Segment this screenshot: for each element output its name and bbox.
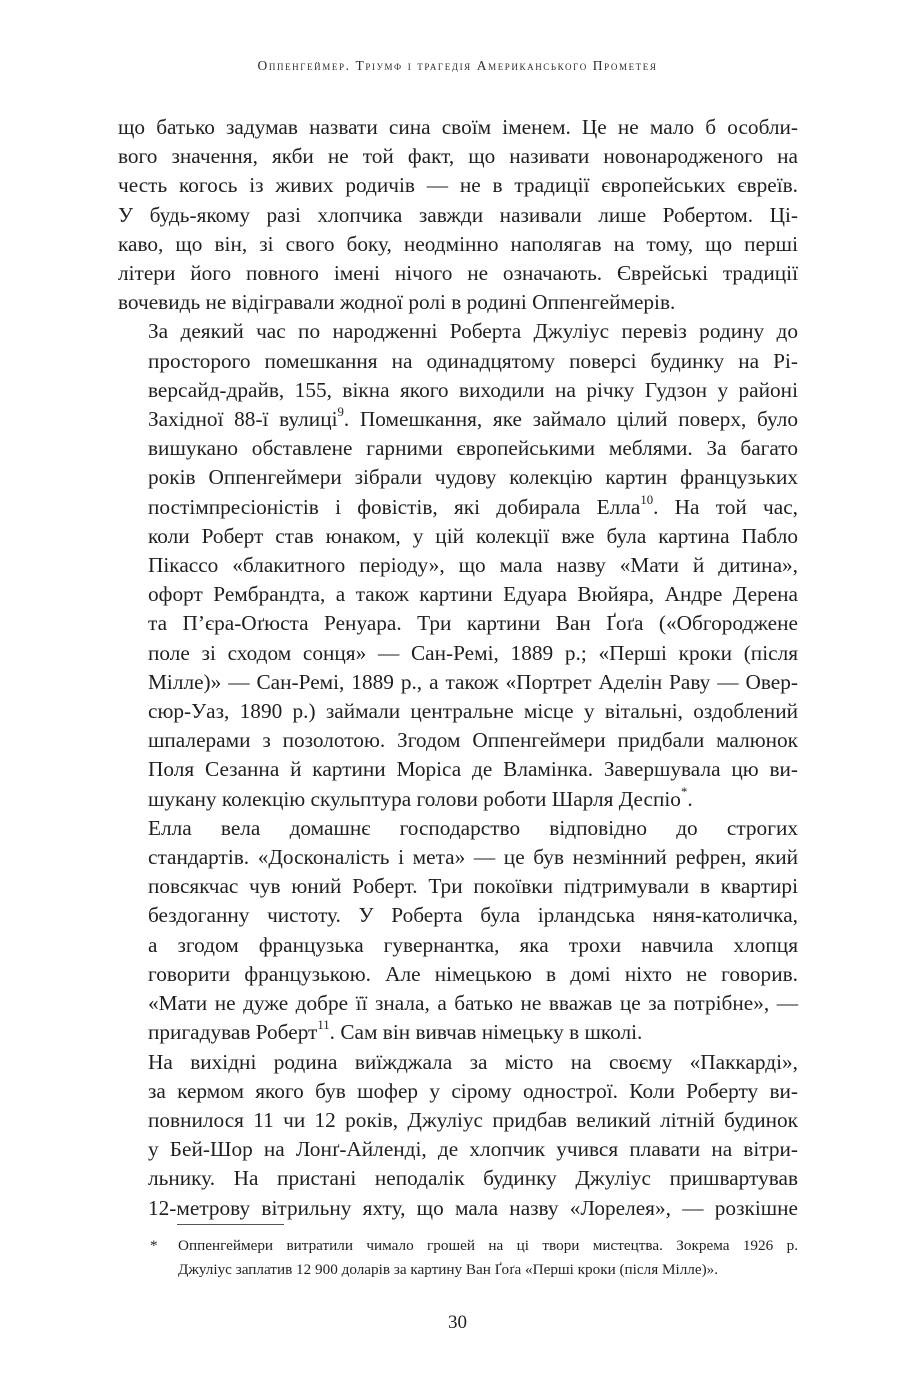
text-line: На вихідні родина виїжджала за місто на своєму «Паккарді»,	[148, 1049, 798, 1074]
footnote-line: Оппенгеймери витратили чимало грошей на ці твори мистецтва. Зокрема 1926 р.	[178, 1237, 798, 1254]
text-line: що батько задумав назвати сина своїм іменем. Це не мало б особли-	[118, 115, 798, 139]
note-reference: 10	[640, 492, 654, 507]
footnote-marker: *	[150, 1237, 158, 1254]
text-line: Поля Сезанна й картини Моріса де Вламінка. Завершувала цю ви-	[148, 757, 798, 782]
text-line: років Оппенгеймери зібрали чудову колекцію картин французьких	[148, 465, 798, 490]
text-line: вочевидь не відігравали жодної ролі в родині Оппенгеймерів.	[118, 290, 676, 315]
text-line: честь когось із живих родичів — не в традиції європейських євреїв.	[118, 173, 798, 198]
text-line: постімпресіоністів і фовістів, які добирала Елла$^{10}$. На той час,	[148, 492, 798, 519]
text-line: говорити французькою. Але німецькою в домі ніхто не говорив.	[148, 961, 798, 986]
footnote-rule	[177, 1224, 284, 1225]
text-line: а згодом французька гувернантка, яка трохи навчила хлопця	[148, 932, 798, 957]
text-line: вого значення, якби не той факт, що називати новонародженого на	[118, 144, 798, 169]
text-line: за кермом якого був шофер у сірому однострої. Коли Роберту ви-	[148, 1078, 798, 1103]
footnote-line: Джуліус заплатив 12 900 доларів за картину Ван Ґоґа «Перші кроки (після Мілле)».	[178, 1260, 719, 1278]
text-line: Елла вела домашнє господарство відповідно до строгих	[148, 815, 798, 840]
footnote-text	[178, 1234, 798, 1281]
text-line: «Мати не дуже добре її знала, а батько не вважав це за потрібне», —	[148, 991, 798, 1016]
text-line: пригадував Роберт$^{11}$. Сам він вивчав німецьку в школі.	[148, 1018, 643, 1045]
footnote	[150, 1234, 798, 1281]
text-line: версайд-драйв, 155, вікна якого виходили на річку Гудзон у районі	[148, 377, 798, 402]
text-line: Мілле)» — Сан-Ремі, 1889 р., а також «Портрет Аделін Раву — Овер-	[148, 669, 798, 694]
text-line: 12-метрову вітрильну яхту, що мала назву «Лорелея», — розкішне	[148, 1195, 798, 1220]
text-line: каво, що він, зі свого боку, неодмінно наполягав на тому, що перші	[118, 231, 798, 256]
note-reference: 11	[317, 1018, 330, 1033]
paragraph	[118, 317, 798, 813]
page-number: 30	[448, 1312, 467, 1333]
text-line: повсякчас чув юний Роберт. Три покоївки підтримували в квартирі	[148, 874, 798, 899]
paragraph	[118, 1048, 798, 1223]
text-line: шукану колекцію скульптура голови роботи Шарля Деспіо*.	[148, 784, 693, 811]
text-line: просторого помешкання на одинадцятому поверсі будинку на Рі-	[148, 348, 798, 373]
text-line: у Бей-Шор на Лонґ-Айленді, де хлопчик учився плавати на вітри-	[148, 1137, 798, 1162]
text-line: Пікассо «блакитного періоду», що мала назву «Мати й дитина»,	[148, 553, 798, 578]
text-line: У будь-якому разі хлопчика завжди називали лише Робертом. Ці-	[118, 202, 798, 227]
text-line: поле зі сходом сонця» — Сан-Ремі, 1889 р.; «Перші кроки (після	[148, 640, 798, 665]
text-line: бездоганну чистоту. У Роберта була ірландська няня-католичка,	[148, 903, 798, 928]
paragraph	[118, 814, 798, 1048]
text-line: повнилося 11 чи 12 років, Джуліус придбав великий літній будинок	[148, 1107, 798, 1132]
text-line: та П’єра-Оґюста Ренуара. Три картини Ван Ґоґа («Обгороджене	[148, 611, 798, 636]
note-reference: 9	[337, 405, 344, 420]
text-line: стандартів. «Досконалість і мета» — це був незмінний рефрен, який	[148, 845, 798, 870]
body-text	[118, 113, 798, 1223]
text-line: коли Роберт став юнаком, у цій колекції вже була картина Пабло	[148, 523, 798, 548]
text-line: льнику. На пристані неподалік будинку Джуліус пришвартував	[148, 1166, 798, 1191]
note-reference: *	[680, 784, 688, 799]
text-line: сюр-Уаз, 1890 р.) займали центральне місце у вітальні, оздоблений	[148, 699, 798, 724]
running-head: Оппенгеймер. Тріумф і трагедія Американського Прометея	[257, 58, 658, 73]
text-line: шпалерами з позолотою. Згодом Оппенгеймери придбали малюнок	[148, 728, 798, 753]
paragraph	[118, 113, 798, 317]
text-line: За деякий час по народженні Роберта Джуліус перевіз родину до	[148, 319, 798, 344]
text-line: вишукано обставлене гарними європейськими меблями. За багато	[148, 436, 798, 461]
text-line: Західної 88-ї вулиці$^9$. Помешкання, яке займало цілий поверх, було	[148, 405, 798, 432]
text-line: літери його повного імені нічого не означають. Єврейські традиції	[118, 261, 798, 286]
text-line: офорт Рембрандта, а також картини Едуара Вюйяра, Андре Дерена	[148, 582, 798, 607]
